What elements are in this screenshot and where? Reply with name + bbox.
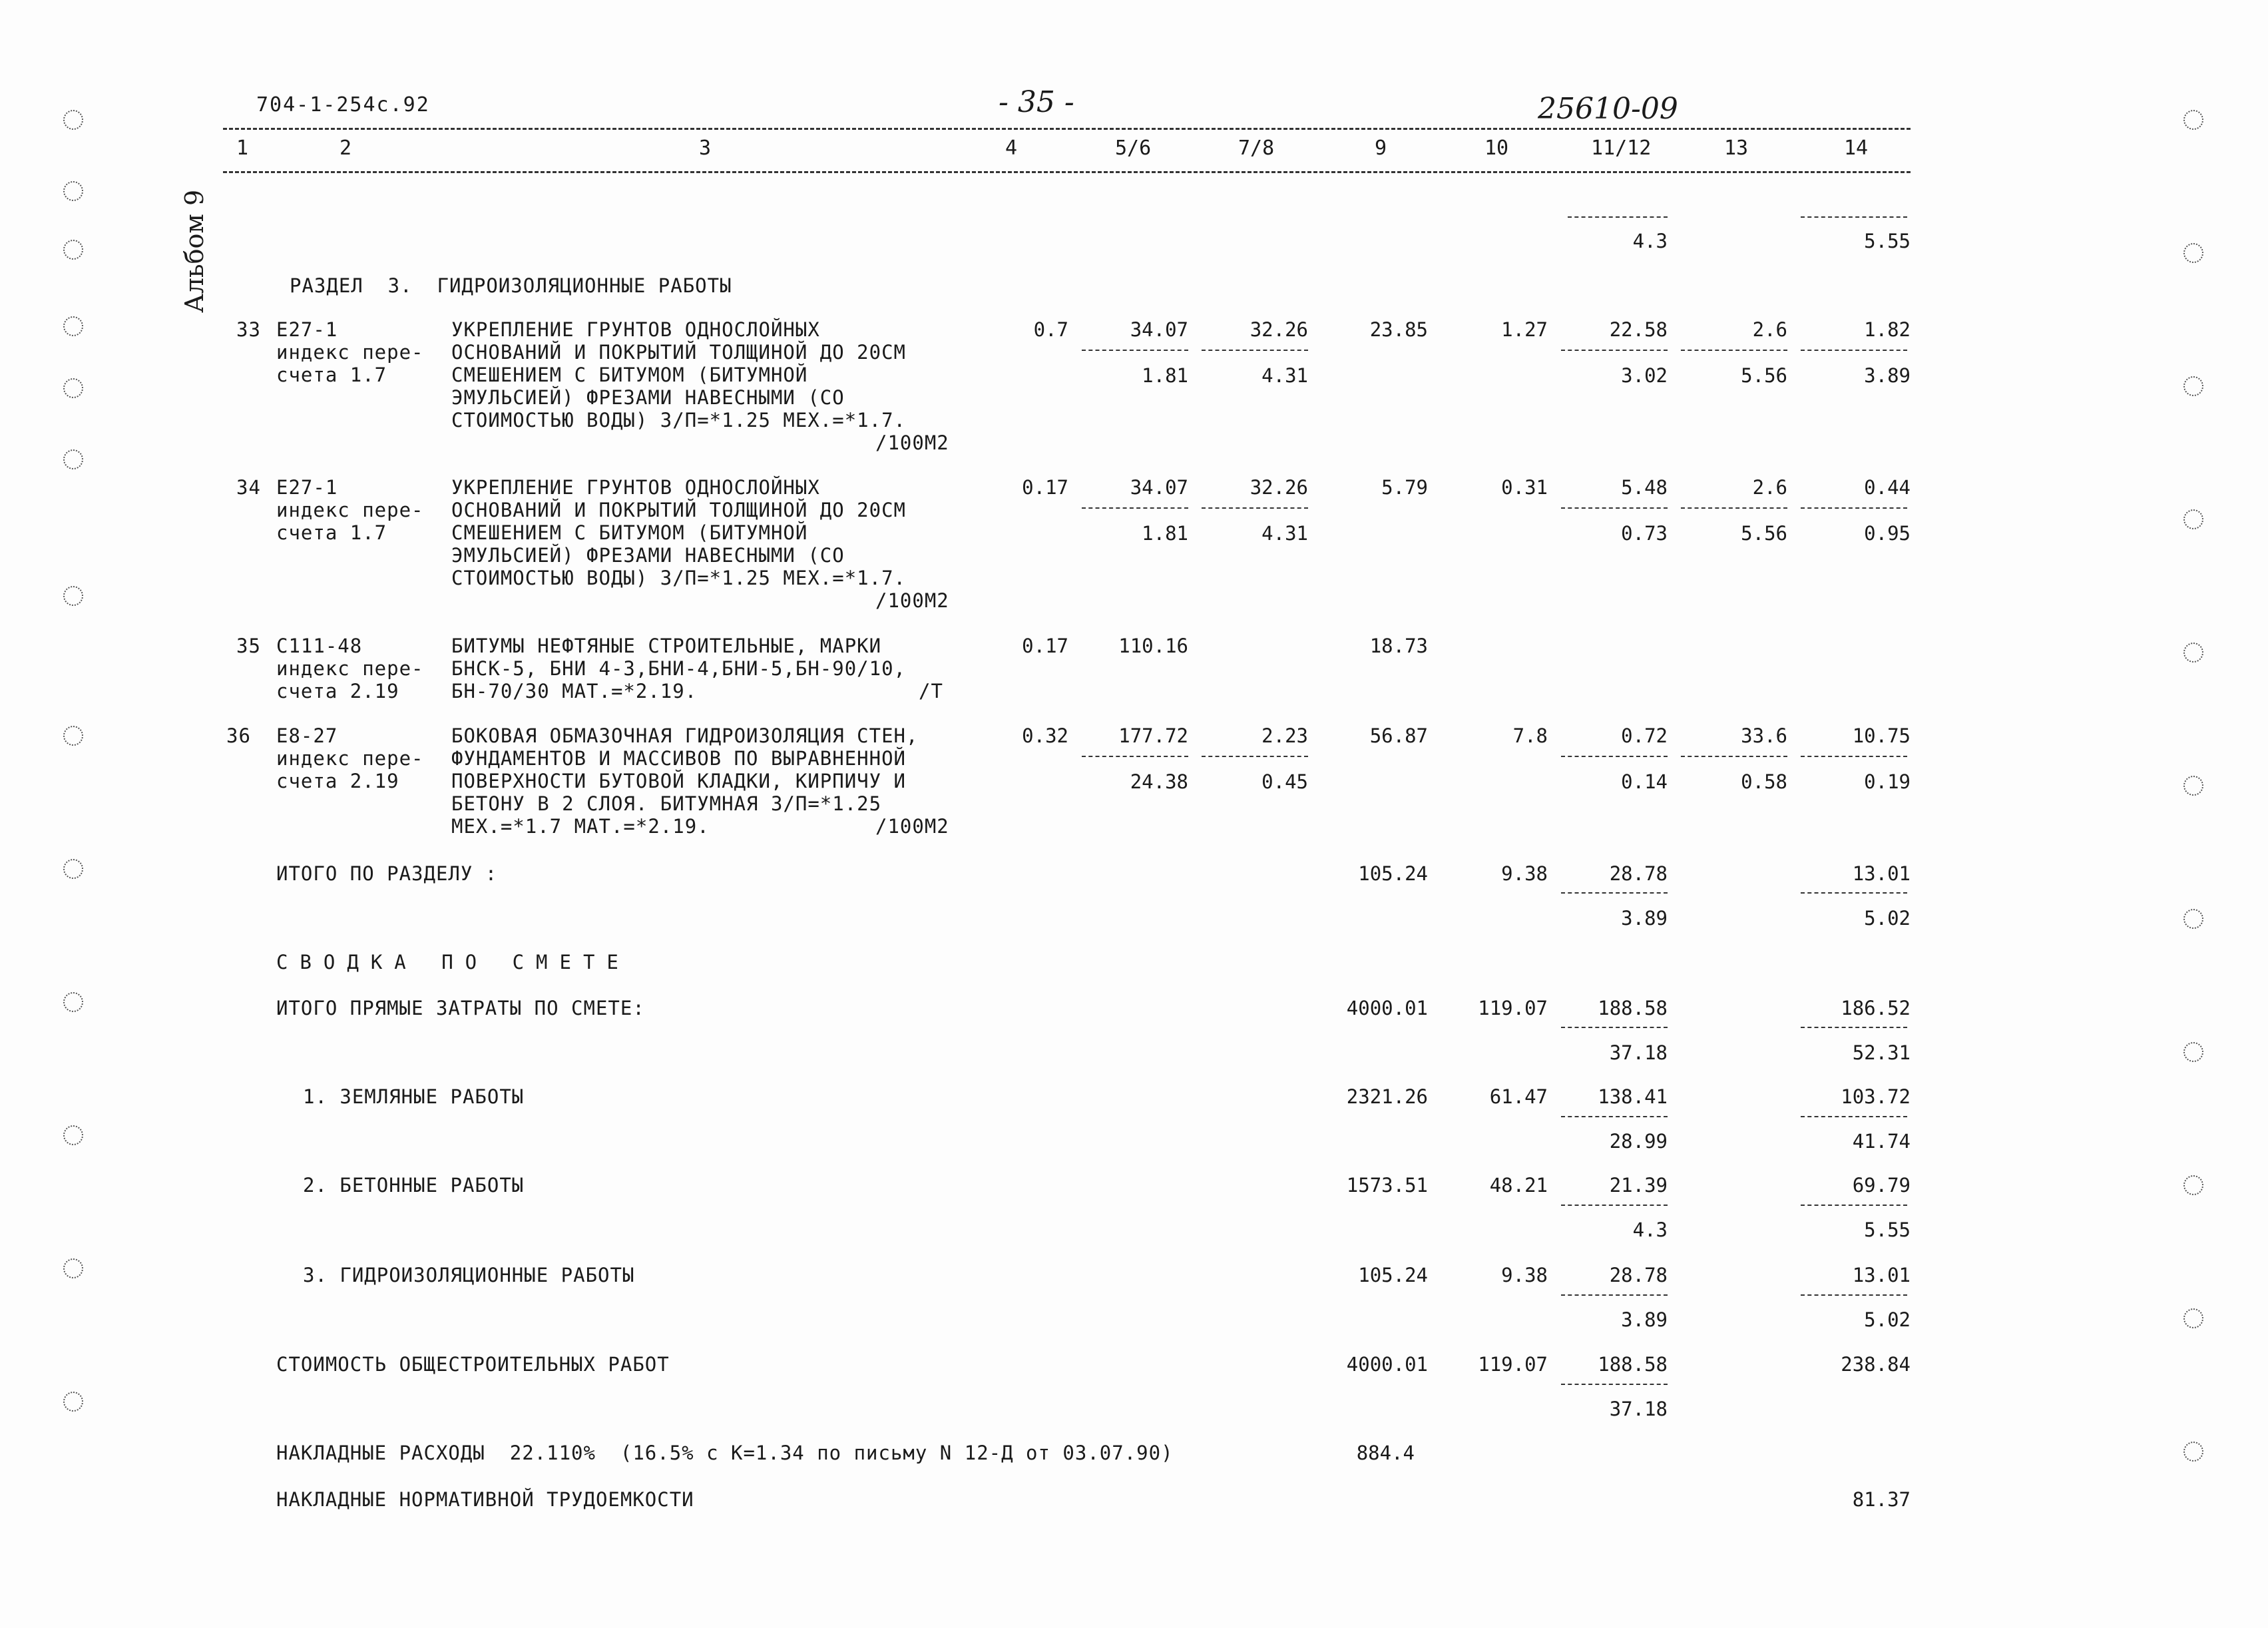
cell-6: 24.38	[1130, 770, 1188, 793]
col-header: 10	[1484, 136, 1509, 160]
carryover-11-12: 4.3	[1632, 230, 1668, 252]
cell-12: 3.02	[1621, 364, 1668, 387]
cell-9: 23.85	[1369, 318, 1428, 341]
summary-label: 2. БЕТОННЫЕ РАБОТЫ	[303, 1174, 525, 1197]
cell-14: 13.01	[1852, 862, 1911, 885]
punch-hole-icon	[63, 1258, 83, 1278]
summary-title: СВОДКА ПО СМЕТЕ	[276, 951, 630, 973]
cell-12: 37.18	[1609, 1398, 1668, 1420]
col-header: 3	[699, 136, 712, 160]
row-description: УКРЕПЛЕНИЕ ГРУНТОВ ОДНОСЛОЙНЫХ	[451, 476, 820, 499]
cell-14: 186.52	[1841, 997, 1911, 1019]
cell-14: 1.82	[1864, 318, 1911, 341]
cell-7: 2.23	[1261, 724, 1308, 747]
cell-13: 2.6	[1752, 318, 1787, 341]
cell-10: 7.8	[1512, 724, 1548, 747]
cell-12: 3.89	[1621, 907, 1668, 930]
punch-hole-icon	[63, 378, 83, 398]
row-unit: /100М2	[875, 815, 949, 838]
col-header: 7/8	[1238, 136, 1275, 160]
cell-14: 0.44	[1864, 476, 1911, 499]
row-number: 33	[236, 318, 261, 341]
cell-8: 0.45	[1261, 770, 1308, 793]
cell-14: 238.84	[1841, 1353, 1911, 1376]
row-description: СМЕШЕНИЕМ С БИТУМОМ (БИТУМНОЙ	[451, 364, 808, 386]
cell-5: 34.07	[1130, 318, 1188, 341]
cell-12: 3.89	[1621, 1308, 1668, 1331]
row-description: ОСНОВАНИЙ И ПОКРЫТИЙ ТОЛЩИНОЙ ДО 20СМ	[451, 341, 907, 364]
cell-14: 10.75	[1852, 724, 1911, 747]
cell-9: 5.79	[1381, 476, 1428, 499]
cell-14: 0.19	[1864, 770, 1911, 793]
cell-8: 4.31	[1261, 364, 1308, 387]
punch-hole-icon	[63, 449, 83, 469]
row-description: БНСК-5, БНИ 4-3,БНИ-4,БНИ-5,БН-90/10,	[451, 657, 907, 680]
punch-hole-icon	[63, 726, 83, 746]
overhead-labor-label: НАКЛАДНЫЕ НОРМАТИВНОЙ ТРУДОЕМКОСТИ	[276, 1488, 694, 1511]
header-rule-top	[223, 128, 1911, 130]
cell-9: 1573.51	[1346, 1174, 1428, 1197]
cell-8: 4.31	[1261, 522, 1308, 545]
row-number: 36	[226, 724, 251, 747]
header-rule-bottom	[223, 171, 1911, 173]
cell-11: 138.41	[1598, 1085, 1668, 1108]
row-code: С111-48	[276, 635, 363, 657]
row-index: счета 2.19	[276, 770, 399, 792]
punch-hole-icon	[63, 181, 83, 201]
col-header: 13	[1724, 136, 1749, 160]
punch-hole-icon	[2183, 1308, 2203, 1328]
row-index: счета 2.19	[276, 680, 399, 702]
cell-14: 0.95	[1864, 522, 1911, 545]
row-description: БИТУМЫ НЕФТЯНЫЕ СТРОИТЕЛЬНЫЕ, МАРКИ	[451, 635, 882, 657]
row-description: ФУНДАМЕНТОВ И МАССИВОВ ПО ВЫРАВНЕННОЙ	[451, 747, 907, 770]
cell-12: 0.14	[1621, 770, 1668, 793]
punch-hole-icon	[2183, 1042, 2203, 1062]
page-number: - 35 -	[999, 85, 1074, 119]
carryover-14: 5.55	[1864, 230, 1911, 252]
row-description: ОСНОВАНИЙ И ПОКРЫТИЙ ТОЛЩИНОЙ ДО 20СМ	[451, 499, 907, 521]
summary-label: СТОИМОСТЬ ОБЩЕСТРОИТЕЛЬНЫХ РАБОТ	[276, 1353, 670, 1376]
cell-6: 1.81	[1142, 522, 1188, 545]
cell-9: 4000.01	[1346, 997, 1428, 1019]
section-title: РАЗДЕЛ 3. ГИДРОИЗОЛЯЦИОННЫЕ РАБОТЫ	[290, 274, 732, 297]
cell-14: 52.31	[1852, 1041, 1911, 1064]
cell-11: 22.58	[1609, 318, 1668, 341]
cell-13: 33.6	[1741, 724, 1787, 747]
punch-hole-icon	[2183, 110, 2203, 130]
row-description: СМЕШЕНИЕМ С БИТУМОМ (БИТУМНОЙ	[451, 521, 808, 544]
punch-hole-icon	[63, 110, 83, 130]
cell-14: 5.55	[1864, 1219, 1911, 1241]
cell-9: 2321.26	[1346, 1085, 1428, 1108]
summary-label: 3. ГИДРОИЗОЛЯЦИОННЫЕ РАБОТЫ	[303, 1264, 635, 1286]
punch-hole-icon	[2183, 643, 2203, 663]
cell-11: 21.39	[1609, 1174, 1668, 1197]
col-header: 4	[1005, 136, 1018, 160]
cell-11: 5.48	[1621, 476, 1668, 499]
cell-4: 0.7	[1033, 318, 1068, 341]
row-description: БОКОВАЯ ОБМАЗОЧНАЯ ГИДРОИЗОЛЯЦИЯ СТЕН,	[451, 724, 919, 747]
cell-14: 3.89	[1864, 364, 1911, 387]
cell-13: 0.58	[1741, 770, 1787, 793]
cell-14: 41.74	[1852, 1130, 1911, 1153]
row-index: индекс пере-	[276, 341, 424, 364]
cell-5: 34.07	[1130, 476, 1188, 499]
cell-14: 81.37	[1852, 1488, 1911, 1511]
cell-12: 37.18	[1609, 1041, 1668, 1064]
punch-hole-icon	[2183, 909, 2203, 929]
punch-hole-icon	[2183, 1442, 2203, 1462]
cell-14: 5.02	[1864, 907, 1911, 930]
cell-14: 13.01	[1852, 1264, 1911, 1286]
row-code: Е27-1	[276, 318, 338, 341]
row-code: Е27-1	[276, 476, 338, 499]
summary-label: ИТОГО ПРЯМЫЕ ЗАТРАТЫ ПО СМЕТЕ:	[276, 997, 645, 1019]
punch-hole-icon	[63, 859, 83, 879]
cell-13: 5.56	[1741, 364, 1787, 387]
cell-12: 28.99	[1609, 1130, 1668, 1153]
cell-11: 0.72	[1621, 724, 1668, 747]
row-unit: /Т	[919, 680, 943, 702]
handwritten-code: 25610-09	[1538, 92, 1678, 126]
row-index: счета 1.7	[276, 364, 387, 386]
punch-hole-icon	[63, 316, 83, 336]
section-total-label: ИТОГО ПО РАЗДЕЛУ :	[276, 862, 498, 885]
cell-14: 69.79	[1852, 1174, 1911, 1197]
cell-10: 9.38	[1501, 1264, 1548, 1286]
cell-9: 105.24	[1358, 862, 1428, 885]
punch-hole-icon	[2183, 376, 2203, 396]
col-header: 1	[236, 136, 249, 160]
row-description: БН-70/30 МАТ.=*2.19.	[451, 680, 698, 702]
punch-hole-icon	[63, 586, 83, 606]
row-description: МЕХ.=*1.7 МАТ.=*2.19.	[451, 815, 710, 838]
cell-9: 105.24	[1358, 1264, 1428, 1286]
cell-13: 2.6	[1752, 476, 1787, 499]
row-index: индекс пере-	[276, 499, 424, 521]
punch-hole-icon	[2183, 509, 2203, 529]
col-header: 9	[1375, 136, 1387, 160]
row-description: ЭМУЛЬСИЕЙ) ФРЕЗАМИ НАВЕСНЫМИ (СО	[451, 386, 845, 409]
cell-12: 0.73	[1621, 522, 1668, 545]
overhead-label: НАКЛАДНЫЕ РАСХОДЫ 22.110% (16.5% с К=1.34 по письму N 12-Д от 03.07.90)	[276, 1442, 1174, 1464]
cell-4: 0.32	[1022, 724, 1068, 747]
cell-14: 5.02	[1864, 1308, 1911, 1331]
cell-7: 32.26	[1249, 476, 1308, 499]
cell-9: 4000.01	[1346, 1353, 1428, 1376]
cell-5: 177.72	[1118, 724, 1188, 747]
cell-10: 119.07	[1478, 1353, 1548, 1376]
col-header: 11/12	[1591, 136, 1652, 160]
row-unit: /100М2	[875, 589, 949, 612]
row-description: СТОИМОСТЬЮ ВОДЫ) З/П=*1.25 МЕХ.=*1.7.	[451, 409, 907, 431]
cell-11: 28.78	[1609, 862, 1668, 885]
cell-6: 1.81	[1142, 364, 1188, 387]
cell-4: 0.17	[1022, 476, 1068, 499]
cell-7: 32.26	[1249, 318, 1308, 341]
row-code: Е8-27	[276, 724, 338, 747]
col-header: 5/6	[1115, 136, 1152, 160]
cell-10: 48.21	[1489, 1174, 1548, 1197]
punch-hole-icon	[63, 240, 83, 260]
cell-10: 61.47	[1489, 1085, 1548, 1108]
row-description: БЕТОНУ В 2 СЛОЯ. БИТУМНАЯ З/П=*1.25	[451, 792, 882, 815]
cell-12: 4.3	[1632, 1219, 1668, 1241]
punch-hole-icon	[2183, 243, 2203, 263]
cell-11: 28.78	[1609, 1264, 1668, 1286]
cell-11: 188.58	[1598, 997, 1668, 1019]
row-description: ПОВЕРХНОСТИ БУТОВОЙ КЛАДКИ, КИРПИЧУ И	[451, 770, 907, 792]
row-index: счета 1.7	[276, 521, 387, 544]
row-number: 34	[236, 476, 261, 499]
cell-10: 0.31	[1501, 476, 1548, 499]
doc-code: 704-1-254с.92	[256, 93, 430, 117]
cell-5: 110.16	[1118, 635, 1188, 657]
cell-4: 0.17	[1022, 635, 1068, 657]
punch-hole-icon	[63, 1392, 83, 1412]
cell-10: 9.38	[1501, 862, 1548, 885]
row-description: ЭМУЛЬСИЕЙ) ФРЕЗАМИ НАВЕСНЫМИ (СО	[451, 544, 845, 567]
punch-hole-icon	[63, 1125, 83, 1145]
row-index: индекс пере-	[276, 747, 424, 770]
summary-label: 1. ЗЕМЛЯНЫЕ РАБОТЫ	[303, 1085, 525, 1108]
cell-11: 188.58	[1598, 1353, 1668, 1376]
punch-hole-icon	[63, 992, 83, 1012]
row-number: 35	[236, 635, 261, 657]
cell-13: 5.56	[1741, 522, 1787, 545]
album-label: Альбом 9	[180, 189, 209, 313]
cell-14: 103.72	[1841, 1085, 1911, 1108]
row-description: СТОИМОСТЬЮ ВОДЫ) З/П=*1.25 МЕХ.=*1.7.	[451, 567, 907, 589]
cell-10: 119.07	[1478, 997, 1548, 1019]
cell-9: 884.4	[1356, 1442, 1415, 1464]
row-unit: /100М2	[875, 431, 949, 454]
col-header: 2	[340, 136, 352, 160]
cell-9: 56.87	[1369, 724, 1428, 747]
cell-9: 18.73	[1369, 635, 1428, 657]
punch-hole-icon	[2183, 1175, 2203, 1195]
col-header: 14	[1844, 136, 1869, 160]
row-index: индекс пере-	[276, 657, 424, 680]
row-description: УКРЕПЛЕНИЕ ГРУНТОВ ОДНОСЛОЙНЫХ	[451, 318, 820, 341]
punch-hole-icon	[2183, 776, 2203, 796]
cell-10: 1.27	[1501, 318, 1548, 341]
